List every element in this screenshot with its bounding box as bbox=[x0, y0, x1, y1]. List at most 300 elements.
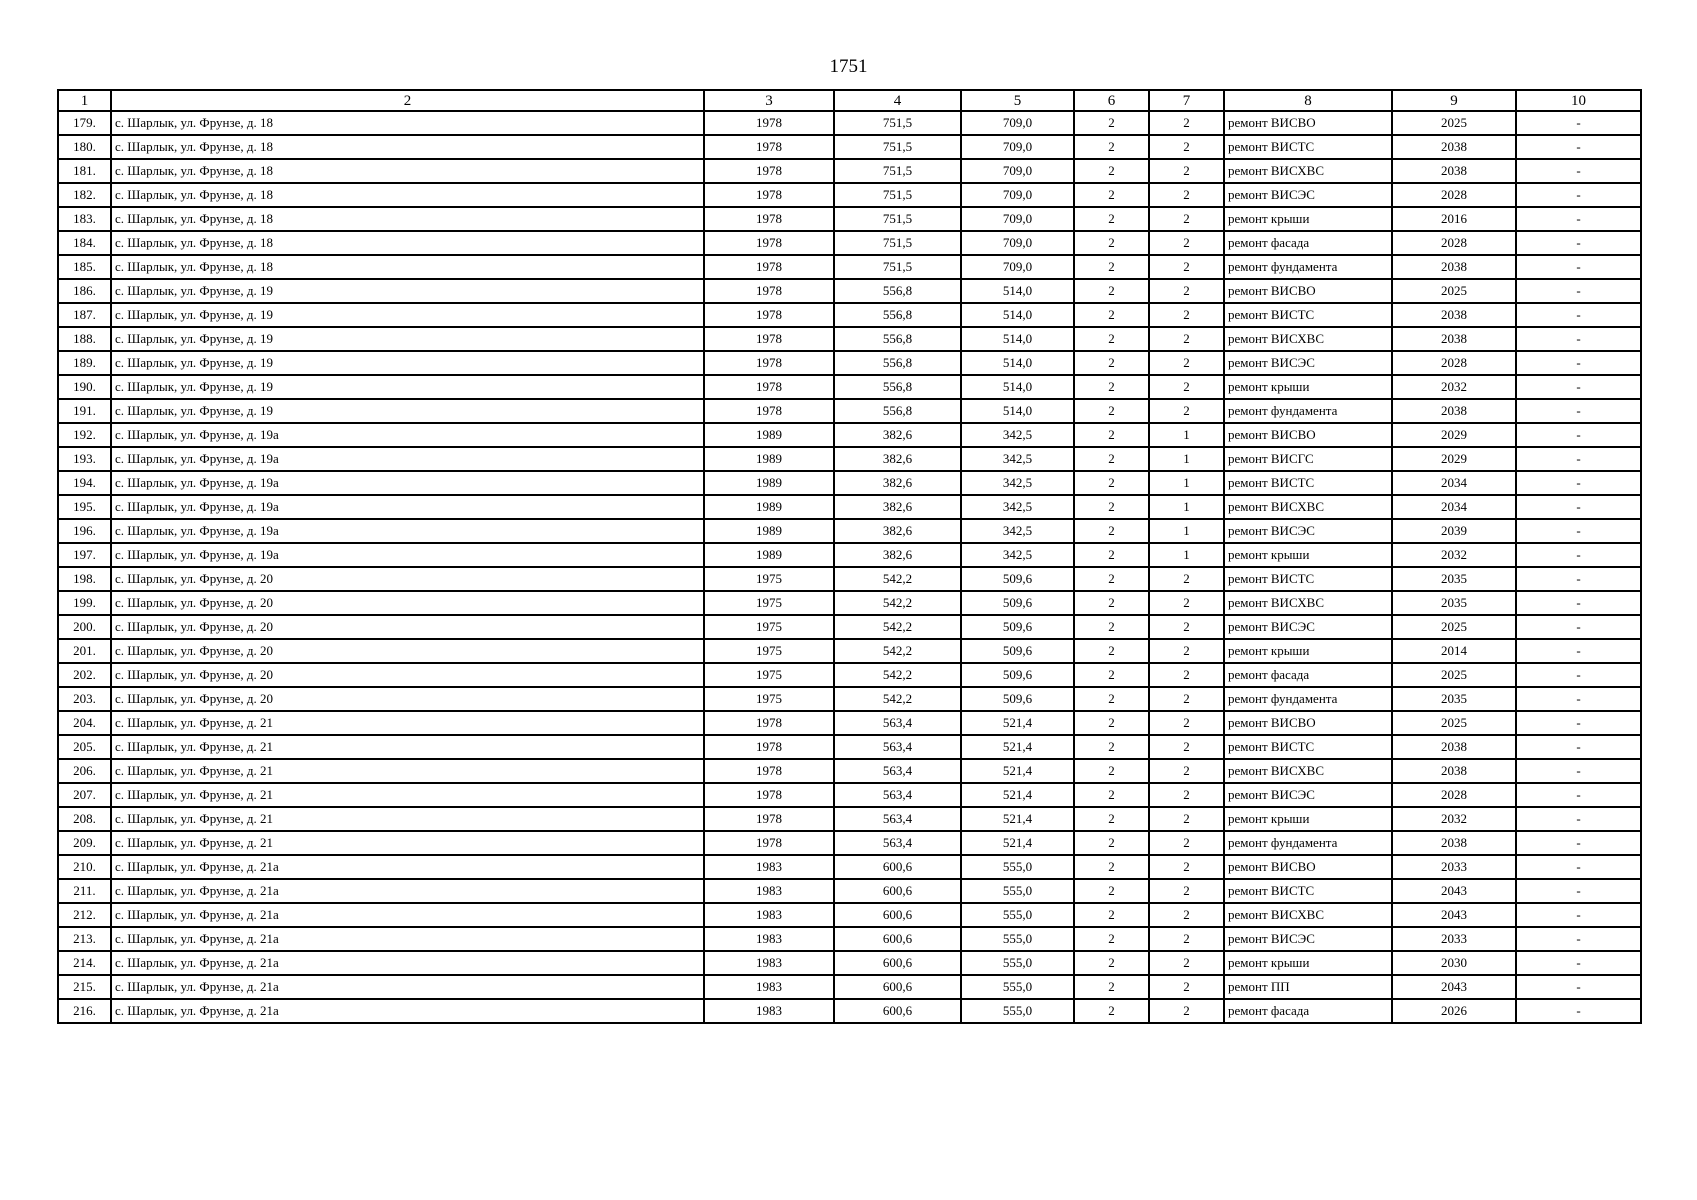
table-row bbox=[58, 879, 1641, 903]
entrances-cell: 2 bbox=[1149, 303, 1224, 327]
year-built-cell: 1978 bbox=[704, 135, 834, 159]
living-area-cell: 521,4 bbox=[961, 759, 1074, 783]
planned-year-cell: 2025 bbox=[1392, 663, 1516, 687]
work-type-cell: ремонт ВИСХВС bbox=[1224, 327, 1392, 351]
living-area-cell: 342,5 bbox=[961, 543, 1074, 567]
row-number: 204. bbox=[58, 711, 111, 735]
note-cell: - bbox=[1516, 999, 1641, 1023]
floors-cell: 2 bbox=[1074, 951, 1149, 975]
column-header: 4 bbox=[834, 90, 961, 111]
table-row bbox=[58, 351, 1641, 375]
address-cell: с. Шарлык, ул. Фрунзе, д. 18 bbox=[111, 111, 704, 135]
living-area-cell: 555,0 bbox=[961, 903, 1074, 927]
living-area-cell: 514,0 bbox=[961, 327, 1074, 351]
living-area-cell: 514,0 bbox=[961, 399, 1074, 423]
planned-year-cell: 2038 bbox=[1392, 399, 1516, 423]
entrances-cell: 2 bbox=[1149, 135, 1224, 159]
entrances-cell: 2 bbox=[1149, 231, 1224, 255]
total-area-cell: 600,6 bbox=[834, 903, 961, 927]
planned-year-cell: 2035 bbox=[1392, 591, 1516, 615]
total-area-cell: 600,6 bbox=[834, 951, 961, 975]
planned-year-cell: 2029 bbox=[1392, 423, 1516, 447]
work-type-cell: ремонт ВИСВО bbox=[1224, 711, 1392, 735]
floors-cell: 2 bbox=[1074, 975, 1149, 999]
address-cell: с. Шарлык, ул. Фрунзе, д. 21а bbox=[111, 951, 704, 975]
year-built-cell: 1978 bbox=[704, 807, 834, 831]
total-area-cell: 563,4 bbox=[834, 735, 961, 759]
note-cell: - bbox=[1516, 279, 1641, 303]
note-cell: - bbox=[1516, 471, 1641, 495]
total-area-cell: 382,6 bbox=[834, 495, 961, 519]
planned-year-cell: 2033 bbox=[1392, 855, 1516, 879]
work-type-cell: ремонт фундамента bbox=[1224, 255, 1392, 279]
row-number: 189. bbox=[58, 351, 111, 375]
row-number: 184. bbox=[58, 231, 111, 255]
page-number: 1751 bbox=[829, 56, 868, 77]
living-area-cell: 342,5 bbox=[961, 423, 1074, 447]
floors-cell: 2 bbox=[1074, 111, 1149, 135]
total-area-cell: 751,5 bbox=[834, 255, 961, 279]
total-area-cell: 542,2 bbox=[834, 591, 961, 615]
year-built-cell: 1975 bbox=[704, 567, 834, 591]
floors-cell: 2 bbox=[1074, 159, 1149, 183]
work-type-cell: ремонт ВИСТС bbox=[1224, 303, 1392, 327]
year-built-cell: 1978 bbox=[704, 735, 834, 759]
row-number: 205. bbox=[58, 735, 111, 759]
note-cell: - bbox=[1516, 783, 1641, 807]
living-area-cell: 342,5 bbox=[961, 495, 1074, 519]
floors-cell: 2 bbox=[1074, 519, 1149, 543]
row-number: 201. bbox=[58, 639, 111, 663]
total-area-cell: 542,2 bbox=[834, 639, 961, 663]
note-cell: - bbox=[1516, 207, 1641, 231]
table-row bbox=[58, 111, 1641, 135]
living-area-cell: 342,5 bbox=[961, 447, 1074, 471]
row-number: 179. bbox=[58, 111, 111, 135]
work-type-cell: ремонт крыши bbox=[1224, 951, 1392, 975]
entrances-cell: 2 bbox=[1149, 663, 1224, 687]
entrances-cell: 2 bbox=[1149, 639, 1224, 663]
row-number: 185. bbox=[58, 255, 111, 279]
year-built-cell: 1975 bbox=[704, 615, 834, 639]
entrances-cell: 2 bbox=[1149, 879, 1224, 903]
planned-year-cell: 2043 bbox=[1392, 903, 1516, 927]
living-area-cell: 709,0 bbox=[961, 135, 1074, 159]
entrances-cell: 2 bbox=[1149, 807, 1224, 831]
note-cell: - bbox=[1516, 351, 1641, 375]
address-cell: с. Шарлык, ул. Фрунзе, д. 19 bbox=[111, 351, 704, 375]
planned-year-cell: 2025 bbox=[1392, 615, 1516, 639]
entrances-cell: 2 bbox=[1149, 759, 1224, 783]
entrances-cell: 2 bbox=[1149, 831, 1224, 855]
total-area-cell: 751,5 bbox=[834, 231, 961, 255]
year-built-cell: 1983 bbox=[704, 903, 834, 927]
table-row bbox=[58, 471, 1641, 495]
total-area-cell: 751,5 bbox=[834, 159, 961, 183]
living-area-cell: 709,0 bbox=[961, 231, 1074, 255]
year-built-cell: 1978 bbox=[704, 279, 834, 303]
year-built-cell: 1989 bbox=[704, 519, 834, 543]
entrances-cell: 1 bbox=[1149, 423, 1224, 447]
header-row bbox=[58, 90, 1641, 111]
floors-cell: 2 bbox=[1074, 735, 1149, 759]
total-area-cell: 382,6 bbox=[834, 543, 961, 567]
note-cell: - bbox=[1516, 975, 1641, 999]
planned-year-cell: 2033 bbox=[1392, 927, 1516, 951]
table-row bbox=[58, 135, 1641, 159]
year-built-cell: 1978 bbox=[704, 759, 834, 783]
work-type-cell: ремонт ВИСВО bbox=[1224, 423, 1392, 447]
year-built-cell: 1975 bbox=[704, 591, 834, 615]
entrances-cell: 2 bbox=[1149, 111, 1224, 135]
row-number: 200. bbox=[58, 615, 111, 639]
entrances-cell: 2 bbox=[1149, 327, 1224, 351]
planned-year-cell: 2025 bbox=[1392, 711, 1516, 735]
row-number: 198. bbox=[58, 567, 111, 591]
planned-year-cell: 2043 bbox=[1392, 879, 1516, 903]
table-row bbox=[58, 903, 1641, 927]
row-number: 190. bbox=[58, 375, 111, 399]
row-number: 183. bbox=[58, 207, 111, 231]
note-cell: - bbox=[1516, 927, 1641, 951]
entrances-cell: 2 bbox=[1149, 711, 1224, 735]
year-built-cell: 1989 bbox=[704, 447, 834, 471]
year-built-cell: 1978 bbox=[704, 327, 834, 351]
note-cell: - bbox=[1516, 663, 1641, 687]
floors-cell: 2 bbox=[1074, 903, 1149, 927]
total-area-cell: 751,5 bbox=[834, 183, 961, 207]
total-area-cell: 382,6 bbox=[834, 471, 961, 495]
address-cell: с. Шарлык, ул. Фрунзе, д. 20 bbox=[111, 687, 704, 711]
floors-cell: 2 bbox=[1074, 999, 1149, 1023]
address-cell: с. Шарлык, ул. Фрунзе, д. 18 bbox=[111, 159, 704, 183]
total-area-cell: 382,6 bbox=[834, 519, 961, 543]
table-row bbox=[58, 711, 1641, 735]
planned-year-cell: 2038 bbox=[1392, 135, 1516, 159]
year-built-cell: 1978 bbox=[704, 711, 834, 735]
floors-cell: 2 bbox=[1074, 351, 1149, 375]
note-cell: - bbox=[1516, 831, 1641, 855]
floors-cell: 2 bbox=[1074, 183, 1149, 207]
year-built-cell: 1975 bbox=[704, 663, 834, 687]
year-built-cell: 1989 bbox=[704, 543, 834, 567]
table-row bbox=[58, 495, 1641, 519]
note-cell: - bbox=[1516, 735, 1641, 759]
note-cell: - bbox=[1516, 879, 1641, 903]
year-built-cell: 1975 bbox=[704, 687, 834, 711]
note-cell: - bbox=[1516, 183, 1641, 207]
total-area-cell: 563,4 bbox=[834, 711, 961, 735]
work-type-cell: ремонт ВИСТС bbox=[1224, 567, 1392, 591]
floors-cell: 2 bbox=[1074, 399, 1149, 423]
total-area-cell: 382,6 bbox=[834, 447, 961, 471]
floors-cell: 2 bbox=[1074, 783, 1149, 807]
note-cell: - bbox=[1516, 903, 1641, 927]
row-number: 192. bbox=[58, 423, 111, 447]
note-cell: - bbox=[1516, 639, 1641, 663]
row-number: 213. bbox=[58, 927, 111, 951]
floors-cell: 2 bbox=[1074, 207, 1149, 231]
living-area-cell: 709,0 bbox=[961, 159, 1074, 183]
note-cell: - bbox=[1516, 423, 1641, 447]
planned-year-cell: 2035 bbox=[1392, 567, 1516, 591]
total-area-cell: 751,5 bbox=[834, 135, 961, 159]
entrances-cell: 2 bbox=[1149, 999, 1224, 1023]
row-number: 207. bbox=[58, 783, 111, 807]
table-row bbox=[58, 159, 1641, 183]
total-area-cell: 600,6 bbox=[834, 879, 961, 903]
total-area-cell: 382,6 bbox=[834, 423, 961, 447]
column-header: 9 bbox=[1392, 90, 1516, 111]
column-header: 7 bbox=[1149, 90, 1224, 111]
planned-year-cell: 2028 bbox=[1392, 231, 1516, 255]
work-type-cell: ремонт ВИСЭС bbox=[1224, 183, 1392, 207]
year-built-cell: 1978 bbox=[704, 783, 834, 807]
planned-year-cell: 2038 bbox=[1392, 735, 1516, 759]
entrances-cell: 2 bbox=[1149, 159, 1224, 183]
address-cell: с. Шарлык, ул. Фрунзе, д. 19а bbox=[111, 495, 704, 519]
row-number: 211. bbox=[58, 879, 111, 903]
address-cell: с. Шарлык, ул. Фрунзе, д. 19а bbox=[111, 471, 704, 495]
table-row bbox=[58, 303, 1641, 327]
note-cell: - bbox=[1516, 255, 1641, 279]
year-built-cell: 1983 bbox=[704, 879, 834, 903]
living-area-cell: 509,6 bbox=[961, 567, 1074, 591]
living-area-cell: 509,6 bbox=[961, 663, 1074, 687]
note-cell: - bbox=[1516, 303, 1641, 327]
year-built-cell: 1978 bbox=[704, 207, 834, 231]
note-cell: - bbox=[1516, 567, 1641, 591]
address-cell: с. Шарлык, ул. Фрунзе, д. 21 bbox=[111, 783, 704, 807]
planned-year-cell: 2038 bbox=[1392, 759, 1516, 783]
work-type-cell: ремонт ВИСТС bbox=[1224, 135, 1392, 159]
year-built-cell: 1978 bbox=[704, 231, 834, 255]
total-area-cell: 563,4 bbox=[834, 783, 961, 807]
note-cell: - bbox=[1516, 807, 1641, 831]
floors-cell: 2 bbox=[1074, 615, 1149, 639]
work-type-cell: ремонт ВИСЭС bbox=[1224, 351, 1392, 375]
row-number: 191. bbox=[58, 399, 111, 423]
table-row bbox=[58, 183, 1641, 207]
living-area-cell: 555,0 bbox=[961, 951, 1074, 975]
living-area-cell: 709,0 bbox=[961, 111, 1074, 135]
table-row bbox=[58, 951, 1641, 975]
work-type-cell: ремонт ВИСЭС bbox=[1224, 927, 1392, 951]
year-built-cell: 1978 bbox=[704, 351, 834, 375]
planned-year-cell: 2032 bbox=[1392, 807, 1516, 831]
planned-year-cell: 2034 bbox=[1392, 495, 1516, 519]
planned-year-cell: 2038 bbox=[1392, 303, 1516, 327]
year-built-cell: 1978 bbox=[704, 303, 834, 327]
note-cell: - bbox=[1516, 519, 1641, 543]
floors-cell: 2 bbox=[1074, 279, 1149, 303]
entrances-cell: 2 bbox=[1149, 615, 1224, 639]
work-type-cell: ремонт фундамента bbox=[1224, 687, 1392, 711]
planned-year-cell: 2038 bbox=[1392, 831, 1516, 855]
work-type-cell: ремонт крыши bbox=[1224, 375, 1392, 399]
floors-cell: 2 bbox=[1074, 687, 1149, 711]
address-cell: с. Шарлык, ул. Фрунзе, д. 18 bbox=[111, 255, 704, 279]
floors-cell: 2 bbox=[1074, 423, 1149, 447]
address-cell: с. Шарлык, ул. Фрунзе, д. 20 bbox=[111, 663, 704, 687]
row-number: 199. bbox=[58, 591, 111, 615]
table-row bbox=[58, 327, 1641, 351]
row-number: 180. bbox=[58, 135, 111, 159]
floors-cell: 2 bbox=[1074, 639, 1149, 663]
row-number: 182. bbox=[58, 183, 111, 207]
living-area-cell: 709,0 bbox=[961, 183, 1074, 207]
table-row bbox=[58, 519, 1641, 543]
address-cell: с. Шарлык, ул. Фрунзе, д. 18 bbox=[111, 183, 704, 207]
floors-cell: 2 bbox=[1074, 231, 1149, 255]
address-cell: с. Шарлык, ул. Фрунзе, д. 19а bbox=[111, 519, 704, 543]
planned-year-cell: 2038 bbox=[1392, 159, 1516, 183]
entrances-cell: 2 bbox=[1149, 375, 1224, 399]
table-row bbox=[58, 399, 1641, 423]
entrances-cell: 2 bbox=[1149, 687, 1224, 711]
table-row bbox=[58, 663, 1641, 687]
entrances-cell: 2 bbox=[1149, 567, 1224, 591]
table-row bbox=[58, 375, 1641, 399]
address-cell: с. Шарлык, ул. Фрунзе, д. 19а bbox=[111, 543, 704, 567]
row-number: 210. bbox=[58, 855, 111, 879]
total-area-cell: 556,8 bbox=[834, 279, 961, 303]
note-cell: - bbox=[1516, 495, 1641, 519]
address-cell: с. Шарлык, ул. Фрунзе, д. 21а bbox=[111, 879, 704, 903]
row-number: 214. bbox=[58, 951, 111, 975]
floors-cell: 2 bbox=[1074, 807, 1149, 831]
row-number: 197. bbox=[58, 543, 111, 567]
living-area-cell: 514,0 bbox=[961, 303, 1074, 327]
row-number: 209. bbox=[58, 831, 111, 855]
floors-cell: 2 bbox=[1074, 327, 1149, 351]
row-number: 186. bbox=[58, 279, 111, 303]
floors-cell: 2 bbox=[1074, 303, 1149, 327]
floors-cell: 2 bbox=[1074, 759, 1149, 783]
work-type-cell: ремонт ВИСЭС bbox=[1224, 615, 1392, 639]
column-header: 2 bbox=[111, 90, 704, 111]
year-built-cell: 1989 bbox=[704, 495, 834, 519]
year-built-cell: 1978 bbox=[704, 255, 834, 279]
planned-year-cell: 2038 bbox=[1392, 255, 1516, 279]
table-row bbox=[58, 615, 1641, 639]
entrances-cell: 2 bbox=[1149, 351, 1224, 375]
work-type-cell: ремонт ВИСТС bbox=[1224, 735, 1392, 759]
note-cell: - bbox=[1516, 375, 1641, 399]
note-cell: - bbox=[1516, 111, 1641, 135]
table-row bbox=[58, 231, 1641, 255]
note-cell: - bbox=[1516, 159, 1641, 183]
year-built-cell: 1983 bbox=[704, 975, 834, 999]
total-area-cell: 600,6 bbox=[834, 999, 961, 1023]
work-type-cell: ремонт ВИСХВС bbox=[1224, 591, 1392, 615]
living-area-cell: 509,6 bbox=[961, 615, 1074, 639]
address-cell: с. Шарлык, ул. Фрунзе, д. 20 bbox=[111, 615, 704, 639]
year-built-cell: 1975 bbox=[704, 639, 834, 663]
floors-cell: 2 bbox=[1074, 135, 1149, 159]
row-number: 202. bbox=[58, 663, 111, 687]
row-number: 203. bbox=[58, 687, 111, 711]
entrances-cell: 1 bbox=[1149, 519, 1224, 543]
planned-year-cell: 2043 bbox=[1392, 975, 1516, 999]
table-body bbox=[58, 111, 1641, 1023]
total-area-cell: 556,8 bbox=[834, 351, 961, 375]
work-type-cell: ремонт ВИСТС bbox=[1224, 471, 1392, 495]
planned-year-cell: 2028 bbox=[1392, 783, 1516, 807]
living-area-cell: 514,0 bbox=[961, 351, 1074, 375]
entrances-cell: 1 bbox=[1149, 495, 1224, 519]
work-type-cell: ремонт ВИСХВС bbox=[1224, 495, 1392, 519]
row-number: 196. bbox=[58, 519, 111, 543]
total-area-cell: 542,2 bbox=[834, 615, 961, 639]
living-area-cell: 521,4 bbox=[961, 807, 1074, 831]
column-header: 6 bbox=[1074, 90, 1149, 111]
planned-year-cell: 2028 bbox=[1392, 351, 1516, 375]
note-cell: - bbox=[1516, 855, 1641, 879]
table-row bbox=[58, 639, 1641, 663]
total-area-cell: 751,5 bbox=[834, 207, 961, 231]
row-number: 181. bbox=[58, 159, 111, 183]
address-cell: с. Шарлык, ул. Фрунзе, д. 20 bbox=[111, 591, 704, 615]
year-built-cell: 1978 bbox=[704, 183, 834, 207]
address-cell: с. Шарлык, ул. Фрунзе, д. 19а bbox=[111, 447, 704, 471]
floors-cell: 2 bbox=[1074, 663, 1149, 687]
living-area-cell: 521,4 bbox=[961, 735, 1074, 759]
table-row bbox=[58, 735, 1641, 759]
entrances-cell: 2 bbox=[1149, 951, 1224, 975]
year-built-cell: 1989 bbox=[704, 471, 834, 495]
repair-schedule-table bbox=[57, 89, 1642, 1024]
row-number: 194. bbox=[58, 471, 111, 495]
entrances-cell: 2 bbox=[1149, 975, 1224, 999]
living-area-cell: 342,5 bbox=[961, 471, 1074, 495]
planned-year-cell: 2035 bbox=[1392, 687, 1516, 711]
entrances-cell: 2 bbox=[1149, 279, 1224, 303]
year-built-cell: 1978 bbox=[704, 831, 834, 855]
floors-cell: 2 bbox=[1074, 543, 1149, 567]
row-number: 188. bbox=[58, 327, 111, 351]
table-row bbox=[58, 207, 1641, 231]
planned-year-cell: 2026 bbox=[1392, 999, 1516, 1023]
work-type-cell: ремонт ВИСТС bbox=[1224, 879, 1392, 903]
entrances-cell: 2 bbox=[1149, 591, 1224, 615]
table-row bbox=[58, 927, 1641, 951]
year-built-cell: 1983 bbox=[704, 951, 834, 975]
planned-year-cell: 2034 bbox=[1392, 471, 1516, 495]
living-area-cell: 709,0 bbox=[961, 207, 1074, 231]
address-cell: с. Шарлык, ул. Фрунзе, д. 19 bbox=[111, 303, 704, 327]
table-row bbox=[58, 807, 1641, 831]
row-number: 212. bbox=[58, 903, 111, 927]
column-header: 8 bbox=[1224, 90, 1392, 111]
work-type-cell: ремонт ВИСГС bbox=[1224, 447, 1392, 471]
work-type-cell: ремонт фундамента bbox=[1224, 831, 1392, 855]
work-type-cell: ремонт ВИСВО bbox=[1224, 111, 1392, 135]
entrances-cell: 2 bbox=[1149, 927, 1224, 951]
floors-cell: 2 bbox=[1074, 471, 1149, 495]
row-number: 195. bbox=[58, 495, 111, 519]
work-type-cell: ремонт крыши bbox=[1224, 639, 1392, 663]
address-cell: с. Шарлык, ул. Фрунзе, д. 21а bbox=[111, 855, 704, 879]
address-cell: с. Шарлык, ул. Фрунзе, д. 21а bbox=[111, 975, 704, 999]
table-row bbox=[58, 759, 1641, 783]
planned-year-cell: 2032 bbox=[1392, 543, 1516, 567]
address-cell: с. Шарлык, ул. Фрунзе, д. 21а bbox=[111, 999, 704, 1023]
entrances-cell: 2 bbox=[1149, 207, 1224, 231]
table-row bbox=[58, 831, 1641, 855]
floors-cell: 2 bbox=[1074, 927, 1149, 951]
living-area-cell: 709,0 bbox=[961, 255, 1074, 279]
